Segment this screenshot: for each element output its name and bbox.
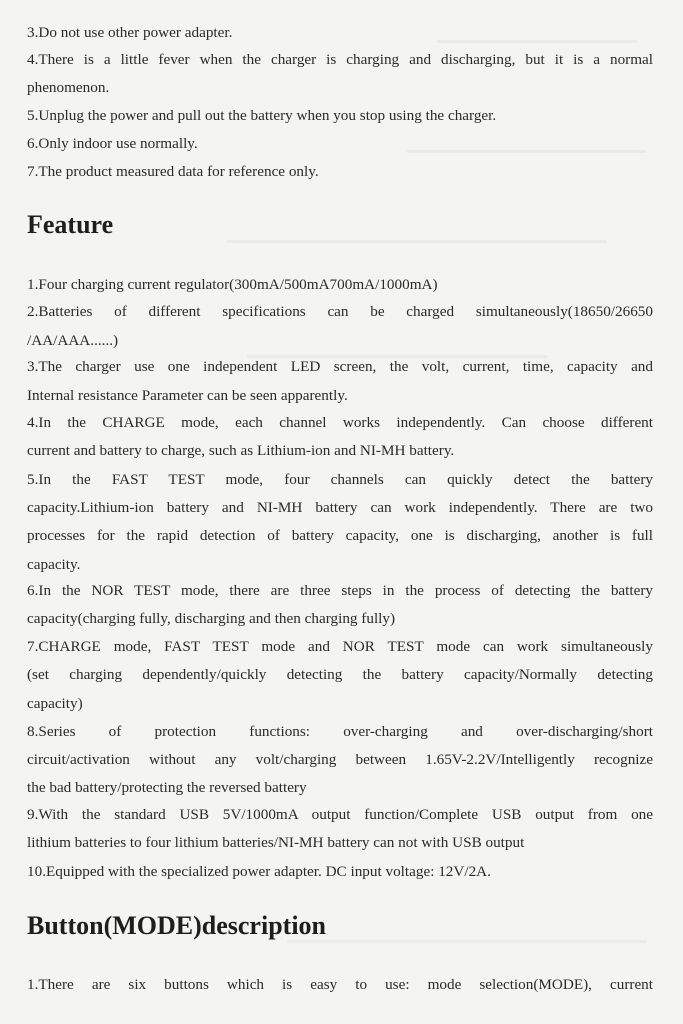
- bleed-through-mark: [227, 240, 607, 243]
- precaution-item: 4.There is a little fever when the charger is charging and discharging, but it is a normal: [27, 51, 653, 68]
- feature-line: capacity.: [27, 556, 81, 573]
- feature-line: 9.With the standard USB 5V/1000mA output function/Complete USB output from one: [27, 806, 653, 823]
- section-heading-button-description: Button(MODE)description: [27, 911, 326, 940]
- feature-line: 2.Batteries of different specifications can be charged simultaneously(18650/26650: [27, 303, 653, 320]
- feature-line: 8.Series of protection functions: over-charging and over-discharging/short: [27, 723, 653, 740]
- feature-line: the bad battery/protecting the reversed battery: [27, 779, 307, 796]
- feature-line: capacity): [27, 695, 83, 712]
- precaution-item: 7.The product measured data for reference only.: [27, 163, 319, 180]
- feature-line: capacity(charging fully, discharging and then charging fully): [27, 610, 396, 627]
- feature-line: 7.CHARGE mode, FAST TEST mode and NOR TEST mode can work simultaneously: [27, 638, 653, 655]
- feature-line: (set charging dependently/quickly detecting the battery capacity/Normally detecting: [27, 666, 653, 683]
- precaution-item: 5.Unplug the power and pull out the battery when you stop using the charger.: [27, 107, 497, 124]
- feature-line: lithium batteries to four lithium batteries/NI-MH battery can not with USB output: [27, 834, 525, 851]
- feature-line: Internal resistance Parameter can be seen apparently.: [27, 387, 348, 404]
- precaution-item: 3.Do not use other power adapter.: [27, 24, 233, 41]
- feature-line: processes for the rapid detection of battery capacity, one is discharging, another is full: [27, 527, 653, 544]
- feature-line: circuit/activation without any volt/charging between 1.65V-2.2V/Intelligently recognize: [27, 751, 653, 768]
- precaution-item: 6.Only indoor use normally.: [27, 135, 198, 152]
- feature-line: current and battery to charge, such as Lithium-ion and NI-MH battery.: [27, 442, 455, 459]
- feature-line: 5.In the FAST TEST mode, four channels can quickly detect the battery: [27, 471, 653, 488]
- feature-line: /AA/AAA......): [27, 332, 119, 349]
- button-description-line: 1.There are six buttons which is easy to use: mode selection(MODE), current: [27, 976, 653, 993]
- feature-line: 6.In the NOR TEST mode, there are three steps in the process of detecting the battery: [27, 582, 653, 599]
- feature-line: 3.The charger use one independent LED screen, the volt, current, time, capacity and: [27, 358, 653, 375]
- precaution-item: phenomenon.: [27, 79, 110, 96]
- section-heading-feature: Feature: [27, 210, 114, 239]
- feature-line: 4.In the CHARGE mode, each channel works independently. Can choose different: [27, 414, 653, 431]
- bleed-through-mark: [287, 940, 647, 943]
- feature-line: 1.Four charging current regulator(300mA/500mA700mA/1000mA): [27, 276, 438, 293]
- feature-line: 10.Equipped with the specialized power adapter. DC input voltage: 12V/2A.: [27, 863, 491, 880]
- feature-line: capacity.Lithium-ion battery and NI-MH battery can work independently. There are two: [27, 499, 653, 516]
